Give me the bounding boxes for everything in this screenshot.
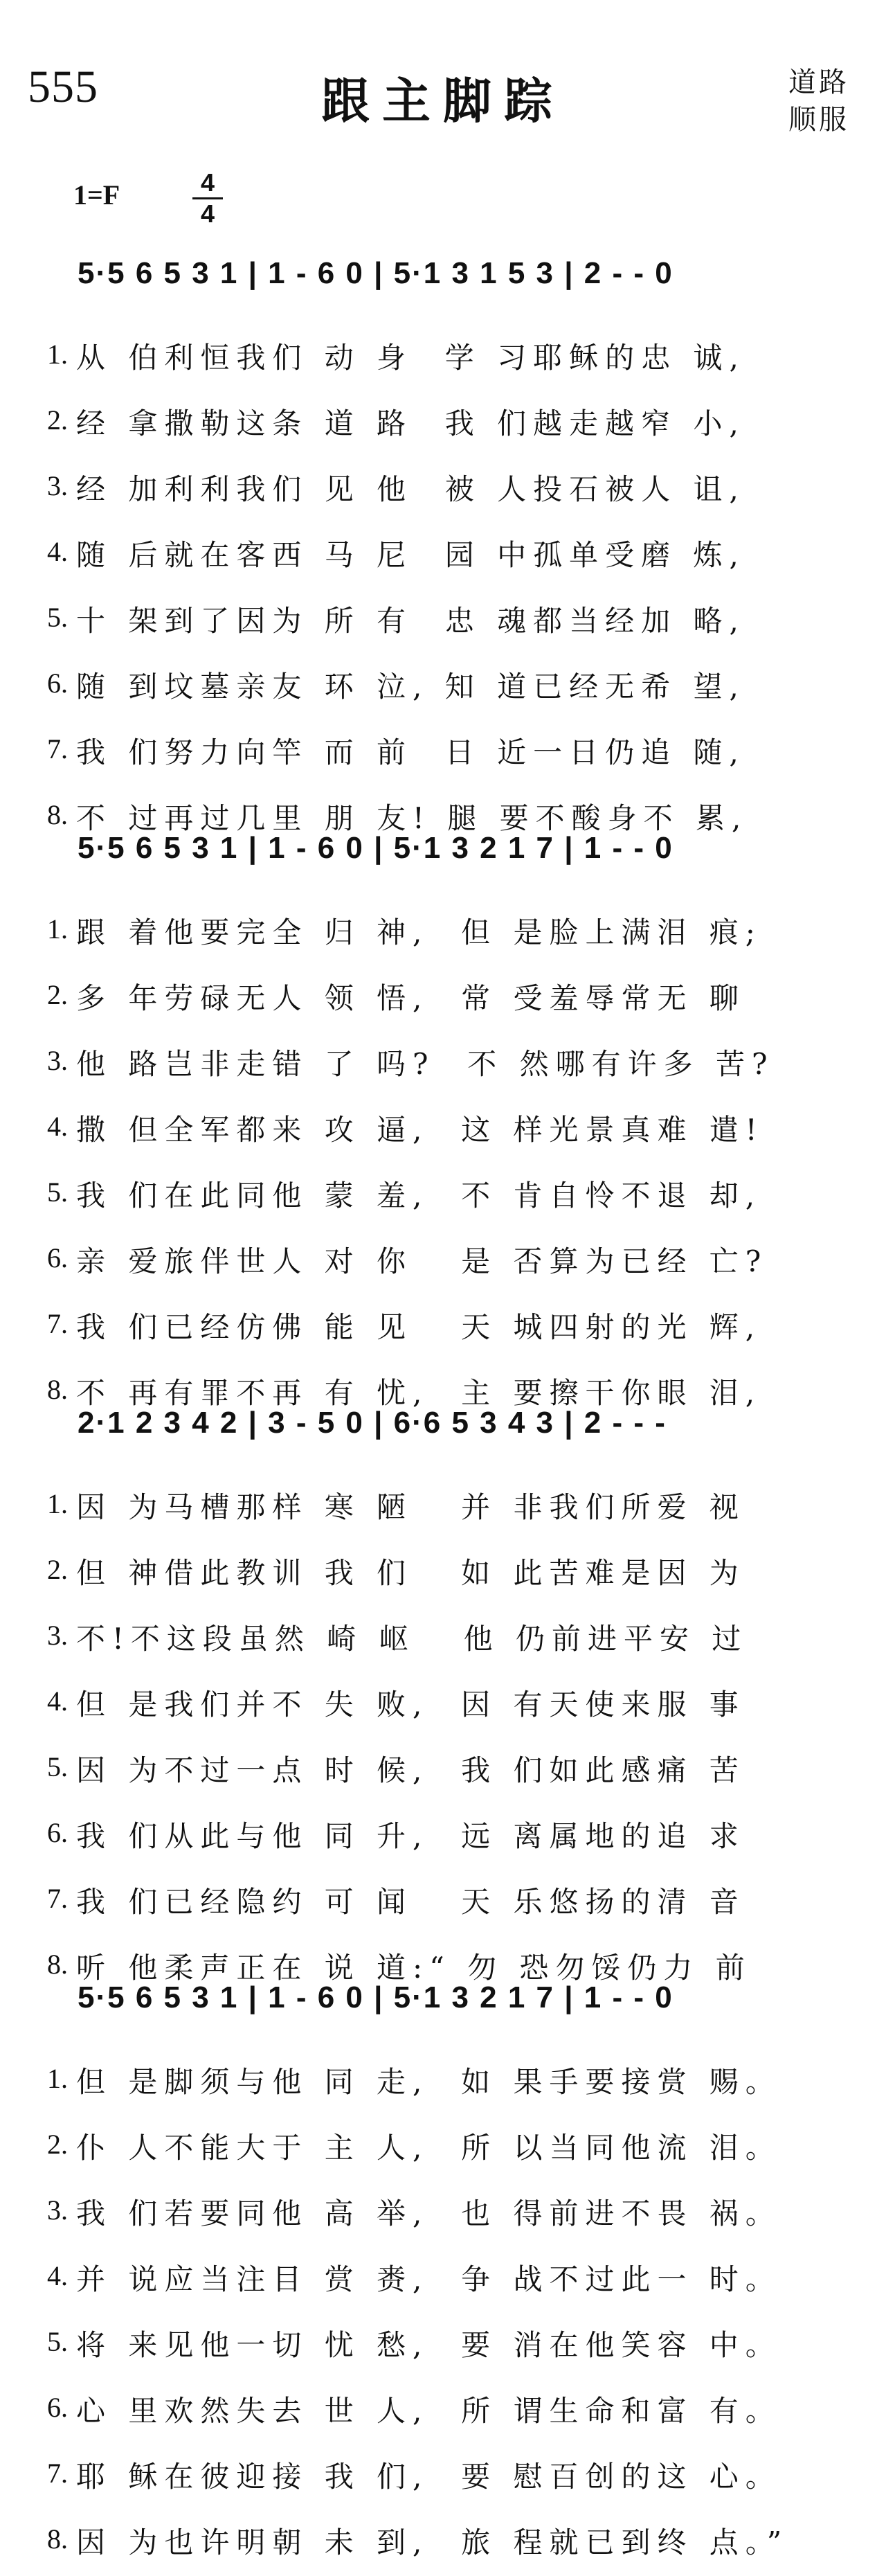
hymn-number: 555 <box>28 62 98 112</box>
lyric-line <box>0 2313 886 2379</box>
time-signature-bottom: 4 <box>200 199 215 228</box>
verse-section-1 <box>0 249 886 852</box>
lyric-text: 随 后就在客西 马 尼 园 中孤单受磨 炼, <box>76 538 745 572</box>
notation-line <box>0 824 886 900</box>
verse-section-3 <box>0 1399 886 2001</box>
lyric-text: 我 们已经仿佛 能 见 天 城四射的光 辉, <box>76 1310 762 1344</box>
verse-number: 2. <box>47 404 68 436</box>
verse-number: 3. <box>47 470 68 501</box>
lyric-line <box>0 1870 886 1935</box>
lyric-text: 十 架到了因为 所 有 忠 魂都当经加 略, <box>76 604 745 638</box>
lyric-line <box>0 1229 886 1295</box>
verse-number: 4. <box>47 1685 68 1717</box>
lyric-line <box>0 2181 886 2247</box>
verse-section-4 <box>0 1974 886 2576</box>
lyric-text: 因 为马槽那样 寒 陋 并 非我们所爱 视 <box>76 1490 745 1524</box>
lyric-line <box>0 1295 886 1361</box>
notation-line <box>0 1399 886 1475</box>
lyric-text: 我 们若要同他 高 举, 也 得前进不畏 祸。 <box>76 2197 781 2230</box>
lyric-line <box>0 457 886 523</box>
key-signature: 1=F <box>73 179 120 211</box>
lyric-text: 经 拿撒勒这条 道 路 我 们越走越窄 小, <box>76 406 745 440</box>
time-signature <box>192 169 223 228</box>
lyric-line <box>0 654 886 720</box>
lyric-text: 因 为也许明朝 未 到, 旅 程就已到终 点。” <box>76 2525 789 2559</box>
lyric-text: 亲 爱旅伴世人 对 你 是 否算为已经 亡? <box>76 1244 768 1278</box>
notation-text: 5·5 6 5 3 1 | 1 - 6 0 | 5·1 3 2 1 7 | 1 - - 0 <box>78 1980 673 2014</box>
lyric-line <box>0 1032 886 1098</box>
lyric-line <box>0 1163 886 1229</box>
lyric-text: 将 来见他一切 忧 愁, 要 消在他笑容 中。 <box>76 2328 781 2362</box>
lyric-line <box>0 1738 886 1804</box>
verse-number: 8. <box>47 1949 68 1980</box>
notation-text: 5·5 6 5 3 1 | 1 - 6 0 | 5·1 3 2 1 7 | 1 - - 0 <box>78 831 673 865</box>
verse-number: 8. <box>47 799 68 830</box>
lyric-text: 并 说应当注目 赏 赉, 争 战不过此一 时。 <box>76 2262 781 2296</box>
verse-number: 1. <box>47 913 68 945</box>
lyric-line <box>0 325 886 391</box>
lyric-text: 我 们从此与他 同 升, 远 离属地的追 求 <box>76 1819 745 1853</box>
lyric-line <box>0 1672 886 1738</box>
lyric-text: 我 们在此同他 蒙 羞, 不 肯自怜不退 却, <box>76 1179 762 1213</box>
lyric-text: 耶 稣在彼迎接 我 们, 要 慰百创的这 心。 <box>76 2460 781 2494</box>
lyric-line <box>0 2116 886 2181</box>
lyric-text: 因 为不过一点 时 候, 我 们如此感痛 苦 <box>76 1753 745 1787</box>
lyric-line <box>0 1475 886 1541</box>
lyric-line <box>0 1607 886 1672</box>
lyric-text: 心 里欢然失去 世 人, 所 谓生命和富 有。 <box>76 2394 781 2428</box>
verse-number: 6. <box>47 1242 68 1273</box>
lyric-text: 不 过再过几里 朋 友! 腿 要不酸身不 累, <box>76 801 748 835</box>
lyric-line <box>0 2050 886 2116</box>
verse-number: 8. <box>47 2523 68 2555</box>
lyric-text: 但 是脚须与他 同 走, 如 果手要接赏 赐。 <box>76 2065 781 2099</box>
verse-number: 5. <box>47 1751 68 1782</box>
notation-text: 5·5 6 5 3 1 | 1 - 6 0 | 5·1 3 1 5 3 | 2 - - 0 <box>78 256 673 290</box>
lyric-line <box>0 2444 886 2510</box>
verse-number: 4. <box>47 1111 68 1142</box>
lyric-line <box>0 2379 886 2444</box>
hymn-header <box>0 0 886 152</box>
lyric-line <box>0 1804 886 1870</box>
verse-number: 6. <box>47 2392 68 2423</box>
verse-number: 4. <box>47 2260 68 2291</box>
verse-number: 7. <box>47 733 68 764</box>
verse-number: 7. <box>47 2458 68 2489</box>
verse-number: 8. <box>47 1374 68 1405</box>
lyric-line <box>0 523 886 589</box>
verse-number: 7. <box>47 1883 68 1914</box>
credit-line: 顺服 <box>788 104 849 136</box>
lyric-line <box>0 2510 886 2576</box>
verse-number: 2. <box>47 979 68 1010</box>
lyric-line <box>0 720 886 786</box>
time-signature-top: 4 <box>200 168 215 197</box>
verse-number: 3. <box>47 2194 68 2226</box>
verse-number: 1. <box>47 339 68 370</box>
lyric-line <box>0 589 886 654</box>
verse-section-2 <box>0 824 886 1426</box>
lyric-text: 但 是我们并不 失 败, 因 有天使来服 事 <box>76 1688 745 1721</box>
lyric-text: 经 加利利我们 见 他 被 人投石被人 诅, <box>76 472 745 506</box>
lyric-line <box>0 1541 886 1607</box>
verse-number: 6. <box>47 668 68 699</box>
lyric-text: 我 们已经隐约 可 闻 天 乐悠扬的清 音 <box>76 1885 745 1919</box>
lyric-text: 他 路岂非走错 了 吗? 不 然哪有许多 苦? <box>76 1047 775 1081</box>
verse-number: 5. <box>47 1177 68 1208</box>
verse-number: 1. <box>47 1488 68 1519</box>
lyric-text: 从 伯利恒我们 动 身 学 习耶稣的忠 诚, <box>76 341 745 375</box>
verse-number: 5. <box>47 602 68 633</box>
verse-number: 4. <box>47 536 68 567</box>
verse-number: 5. <box>47 2326 68 2357</box>
lyric-text: 跟 着他要完全 归 神, 但 是脸上满泪 痕; <box>76 915 762 949</box>
lyric-text: 听 他柔声正在 说 道:“ 勿 恐勿馁仍力 前 <box>76 1951 752 1985</box>
lyric-text: 不!不这段虽然 崎 岖 他 仍前进平安 过 <box>76 1622 748 1656</box>
lyric-text: 仆 人不能大于 主 人, 所 以当同他流 泪。 <box>76 2131 781 2165</box>
notation-line <box>0 1974 886 2050</box>
notation-text: 2·1 2 3 4 2 | 3 - 5 0 | 6·6 5 3 4 3 | 2 - - - <box>78 1406 667 1440</box>
verse-number: 3. <box>47 1045 68 1076</box>
lyric-line <box>0 900 886 966</box>
lyric-text: 随 到坟墓亲友 环 泣, 知 道已经无希 望, <box>76 670 745 704</box>
lyric-text: 多 年劳碌无人 领 悟, 常 受羞辱常无 聊 <box>76 981 745 1015</box>
verse-number: 3. <box>47 1620 68 1651</box>
lyric-line <box>0 966 886 1032</box>
lyric-text: 撒 但全军都来 攻 逼, 这 样光景真难 遣! <box>76 1113 764 1147</box>
lyric-text: 不 再有罪不再 有 忧, 主 要擦干你眼 泪, <box>76 1376 762 1410</box>
lyric-line <box>0 1098 886 1163</box>
hymn-credits <box>767 64 871 138</box>
verse-number: 1. <box>47 2063 68 2094</box>
hymn-title: 跟主脚踪 <box>321 73 565 129</box>
lyric-text: 但 神借此教训 我 们 如 此苦难是因 为 <box>76 1556 745 1590</box>
notation-line <box>0 249 886 325</box>
verse-number: 7. <box>47 1308 68 1339</box>
lyric-line <box>0 2247 886 2313</box>
verse-number: 2. <box>47 1554 68 1585</box>
verse-number: 6. <box>47 1817 68 1848</box>
lyric-line <box>0 391 886 457</box>
credit-line: 道路 <box>788 66 849 98</box>
lyric-text: 我 们努力向竿 而 前 日 近一日仍追 随, <box>76 735 745 769</box>
verse-number: 2. <box>47 2129 68 2160</box>
